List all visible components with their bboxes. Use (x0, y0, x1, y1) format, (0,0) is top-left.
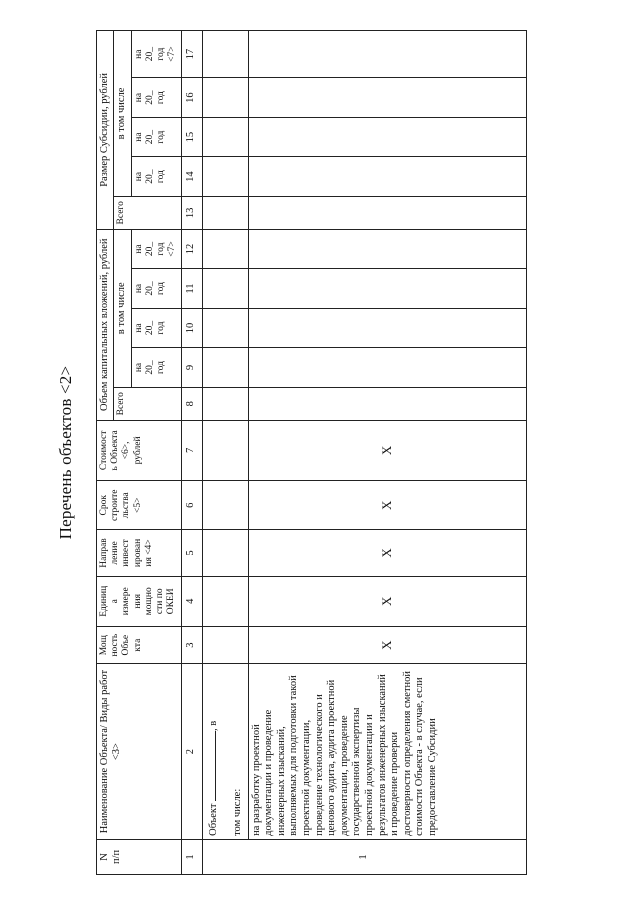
work-description: на разработку проектной документации и проведение инженерных изысканий, выполняемых для подготовки такой проектной документации, проведение технологического и ценового аудита, аудита проектной документации, проведение государственной экспертизы проектной документации и результатов инженерных изысканий и проведение проверки достоверности определения сметной стоимости Объекта - в случае, если предоставление Субсидии (248, 664, 526, 840)
including-label: том числе: (232, 788, 244, 836)
colnum: 17 (181, 31, 202, 78)
capital-year-2: на 20_ год (131, 308, 181, 348)
colnum: 6 (181, 481, 202, 530)
subsidy-total: Всего (114, 196, 181, 229)
capital-year-1: на 20_ год (131, 348, 181, 388)
object-name-blank (205, 731, 216, 801)
colnum: 4 (181, 576, 202, 626)
header-unit: Единиц а измере ния мощно сти по ОКЕИ (97, 576, 182, 626)
subsidy-year-3: на 20_ год (131, 78, 181, 118)
colnum: 5 (181, 530, 202, 576)
header-n: N п/п (97, 839, 182, 874)
capital-including: в том числе (114, 229, 131, 387)
header-power: Мощ ность Объе кта (97, 626, 182, 663)
header-term: Срок строите льства <5> (97, 481, 182, 530)
header-capital: Объем капитальных вложений, рублей (97, 229, 114, 420)
object-label: Объект (207, 803, 219, 836)
capital-total: Всего (114, 387, 181, 420)
colnum: 16 (181, 78, 202, 118)
x-mark-direction: X (248, 530, 526, 576)
colnum: 13 (181, 196, 202, 229)
header-direction: Направ ление инвест ирован ия <4> (97, 530, 182, 576)
object-row (202, 31, 248, 875)
colnum: 15 (181, 117, 202, 157)
x-mark-unit: X (248, 576, 526, 626)
x-mark-term: X (248, 481, 526, 530)
object-v: , в (207, 720, 219, 731)
header-cost: Стоимост ь Объекта <6>, рублей (97, 420, 182, 480)
colnum: 3 (181, 626, 202, 663)
colnum: 2 (181, 664, 202, 840)
subsidy-year-1: на 20_ год (131, 157, 181, 197)
x-mark-power: X (248, 626, 526, 663)
subsidy-including: в том числе (114, 31, 131, 197)
header-name: Наименование Объекта/ Виды работ <3> (97, 664, 182, 840)
subsidy-year-4: на 20_ год <7> (131, 31, 181, 78)
capital-year-4: на 20_ год <7> (131, 229, 181, 269)
capital-year-3: на 20_ год (131, 269, 181, 309)
colnum: 11 (181, 269, 202, 309)
colnum: 7 (181, 420, 202, 480)
colnum: 1 (181, 839, 202, 874)
colnum: 9 (181, 348, 202, 388)
subsidy-year-2: на 20_ год (131, 117, 181, 157)
row-number: 1 (202, 839, 526, 874)
colnum: 10 (181, 308, 202, 348)
page-title: Перечень объектов <2> (56, 365, 75, 540)
colnum: 14 (181, 157, 202, 197)
colnum: 8 (181, 387, 202, 420)
header-subsidy: Размер Субсидии, рублей (97, 31, 114, 230)
colnum: 12 (181, 229, 202, 269)
objects-table (96, 30, 527, 875)
object-name-cell (202, 664, 248, 840)
column-numbers-row (181, 31, 202, 875)
x-mark-cost: X (248, 420, 526, 480)
work-row (248, 31, 526, 875)
header-row-1 (97, 31, 114, 875)
